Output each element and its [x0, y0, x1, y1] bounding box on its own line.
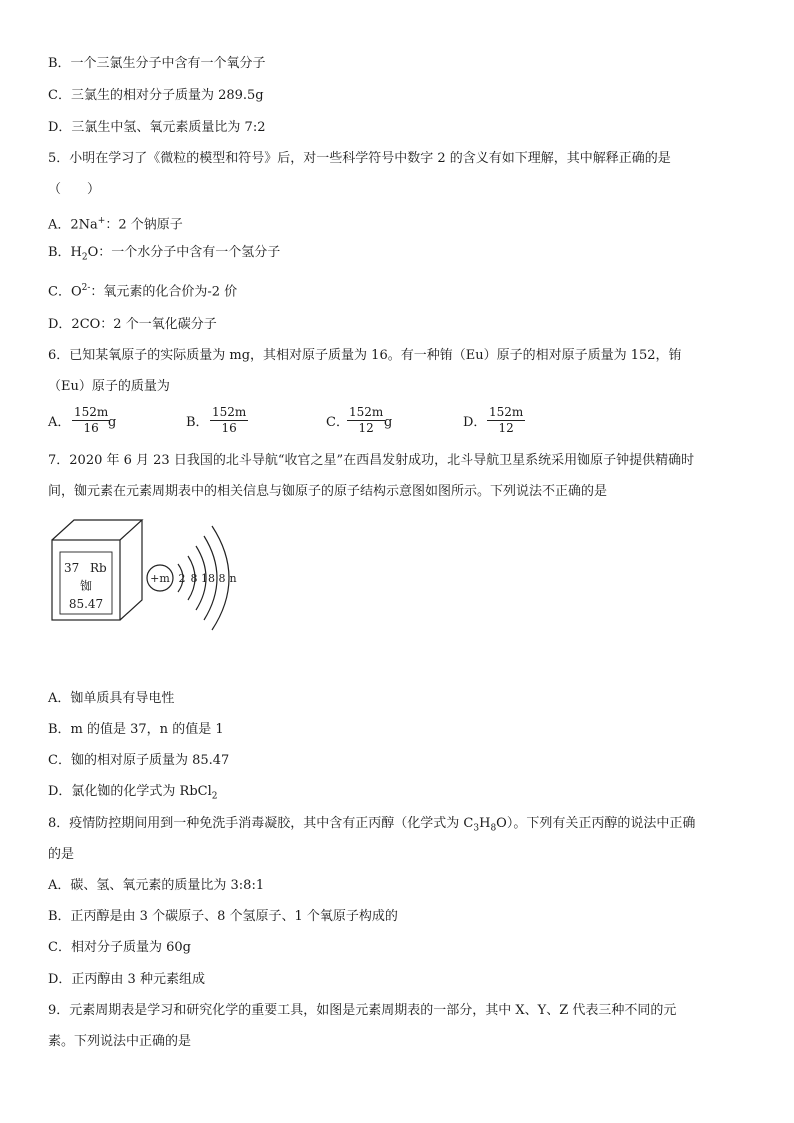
q8-stem-line1: 8．疫情防控期间用到一种免洗手消毒凝胶，其中含有正丙醇（化学式为 $C_3H_8O$）。下列有关正丙醇的说法中正确 — [48, 816, 696, 834]
q6-option-a-unit: g — [108, 415, 117, 430]
q5-option-a: A．2Na+：2 个钠原子 — [48, 216, 183, 233]
q8-option-b: B．正丙醇是由 3 个碳原子、8 个氢原子、1 个氧原子构成的 — [48, 909, 398, 924]
rubidium-figure — [40, 512, 250, 640]
q6-option-a-fraction: $\frac{152m}{16}$ — [74, 405, 109, 435]
shell-electrons-2: 8 — [190, 572, 198, 585]
element-name: 铷 — [79, 579, 93, 593]
shell-electrons-5: n — [229, 572, 237, 585]
q4-option-c: C．三氯生的相对分子质量为 289.5g — [48, 88, 264, 103]
q5-option-b: B．$H_2O$：一个水分子中含有一个氢分子 — [48, 245, 281, 263]
q8-option-d: D．正丙醇由 3 种元素组成 — [48, 972, 205, 987]
shell-electrons-1: 2 — [178, 572, 186, 585]
q6-stem-line1: 6．已知某氧原子的实际质量为 mg，其相对原子质量为 16。有一种铕（Eu）原子的相对原子质量为 152，铕 — [48, 348, 682, 363]
q8-option-c: C．相对分子质量为 60g — [48, 940, 191, 955]
q6-option-c-label: C． — [326, 415, 349, 430]
q6-option-b-fraction: $\frac{152m}{16}$ — [212, 405, 247, 435]
q6-option-b-label: B． — [186, 415, 209, 430]
q6-option-c-unit: g — [384, 415, 393, 430]
q9-stem-line2: 素。下列说法中正确的是 — [48, 1034, 192, 1049]
q8-stem-line2: 的是 — [48, 847, 75, 862]
element-symbol: Rb — [90, 561, 107, 575]
q7-stem-line1: 7．2020 年 6 月 23 日我国的北斗导航“收官之星”在西昌发射成功，北斗导航卫星系统采用铷原子钟提供精确时 — [48, 453, 695, 468]
nucleus-charge: +m — [150, 572, 170, 585]
q6-option-c-fraction: $\frac{152m}{12}$ — [349, 405, 384, 435]
q7-option-a: A．铷单质具有导电性 — [48, 691, 175, 706]
atomic-number: 37 — [64, 561, 80, 575]
q4-option-b: B．一个三氯生分子中含有一个氧分子 — [48, 56, 266, 71]
atomic-structure-diagram — [147, 526, 237, 630]
q6-option-a-label: A． — [48, 415, 71, 430]
q5-option-d: D．2CO：2 个一氧化碳分子 — [48, 317, 217, 332]
shell-electrons-3: 18 — [201, 572, 215, 585]
q6-stem-line2: （Eu）原子的质量为 — [48, 379, 170, 394]
q7-stem-line2: 间，铷元素在元素周期表中的相关信息与铷原子的原子结构示意图如图所示。下列说法不正确的是 — [48, 484, 608, 499]
shell-electrons-4: 8 — [218, 572, 226, 585]
q8-option-a: A．碳、氢、氧元素的质量比为 3:8:1 — [48, 878, 265, 893]
q7-option-d: D．氯化铷的化学式为 RbCl$_2$ — [48, 784, 218, 802]
q5-stem-line2: （ ） — [48, 182, 101, 197]
q6-option-d-fraction: $\frac{152m}{12}$ — [489, 405, 524, 435]
q7-option-c: C．铷的相对原子质量为 85.47 — [48, 753, 230, 768]
q4-option-d: D．三氯生中氢、氧元素质量比为 7:2 — [48, 120, 266, 135]
q5-option-c: C．$O^{2-}$：氧元素的化合价为-2 价 — [48, 283, 238, 300]
q6-option-d-label: D． — [463, 415, 487, 430]
q5-stem-line1: 5．小明在学习了《微粒的模型和符号》后，对一些科学符号中数字 2 的含义有如下理解，其中解释正确的是 — [48, 151, 671, 166]
q7-option-b: B．m 的值是 37，n 的值是 1 — [48, 722, 224, 737]
q9-stem-line1: 9．元素周期表是学习和研究化学的重要工具，如图是元素周期表的一部分，其中 X、Y、Z 代表三种不同的元 — [48, 1003, 677, 1018]
atomic-mass: 85.47 — [68, 597, 104, 611]
